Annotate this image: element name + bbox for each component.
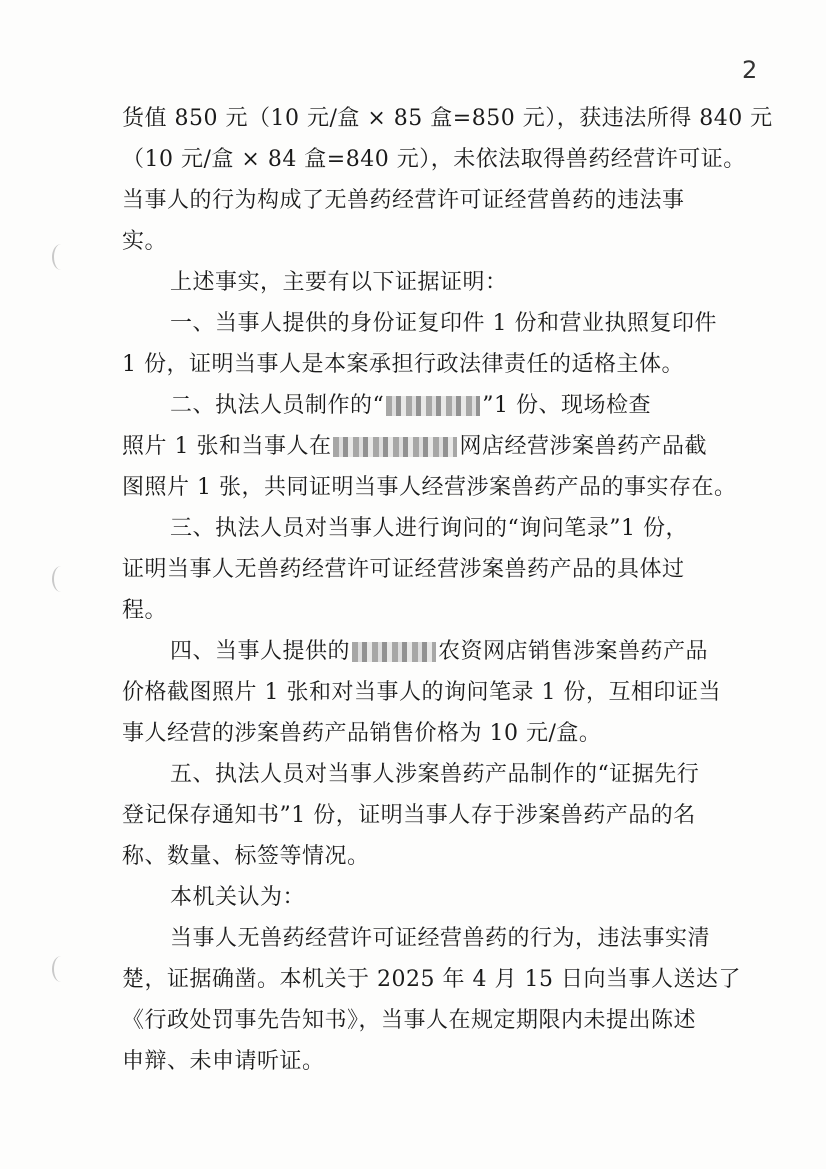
text-segment: 照片 1 张和当事人在	[122, 434, 332, 459]
punch-hole-mark	[52, 566, 70, 592]
text-line: 三、执法人员对当事人进行询问的“询问笔录”1 份，	[170, 516, 688, 541]
punch-hole-mark	[52, 244, 70, 270]
text-line: 本机关认为：	[170, 885, 306, 910]
redaction-mark	[352, 642, 436, 662]
text-segment: 农资网店销售涉案兽药产品	[438, 639, 709, 664]
punch-hole-mark	[52, 956, 70, 982]
redaction-mark	[386, 396, 480, 416]
text-line: 实。	[122, 229, 168, 254]
text-line: 一、当事人提供的身份证复印件 1 份和营业执照复印件	[170, 311, 717, 336]
text-line: 价格截图照片 1 张和对当事人的询问笔录 1 份，互相印证当	[122, 680, 721, 705]
text-line: 1 份，证明当事人是本案承担行政法律责任的适格主体。	[122, 352, 684, 377]
text-line: 证明当事人无兽药经营许可证经营涉案兽药产品的具体过	[122, 557, 685, 582]
text-line: （10 元/盒 × 84 盒=840 元），未依法取得兽药经营许可证。	[122, 147, 746, 172]
text-line	[170, 391, 651, 421]
text-line: 当事人无兽药经营许可证经营兽药的行为，违法事实清	[170, 926, 711, 951]
page-number: 2	[742, 56, 758, 84]
text-segment: ”1 份、现场检查	[482, 393, 651, 418]
text-line	[170, 637, 708, 667]
text-line: 事人经营的涉案兽药产品销售价格为 10 元/盒。	[122, 721, 602, 746]
text-line: 楚，证据确凿。本机关于 2025 年 4 月 15 日向当事人送达了	[122, 967, 741, 992]
text-line	[122, 432, 707, 462]
text-line: 登记保存通知书”1 份，证明当事人存于涉案兽药产品的名	[122, 803, 696, 828]
text-line: 五、执法人员对当事人涉案兽药产品制作的“证据先行	[170, 762, 700, 787]
text-line: 图照片 1 张，共同证明当事人经营涉案兽药产品的事实存在。	[122, 475, 737, 500]
text-segment: 四、当事人提供的	[170, 639, 351, 664]
text-line: 当事人的行为构成了无兽药经营许可证经营兽药的违法事	[122, 188, 685, 213]
redaction-mark	[333, 437, 457, 457]
text-line: 货值 850 元（10 元/盒 × 85 盒=850 元），获违法所得 840 元	[122, 106, 773, 131]
text-segment: 二、执法人员制作的“	[170, 393, 385, 418]
text-line: 申辩、未申请听证。	[122, 1049, 325, 1074]
text-line: 《行政处罚事先告知书》，当事人在规定期限内未提出陈述	[122, 1008, 697, 1033]
text-line: 称、数量、标签等情况。	[122, 844, 370, 869]
text-line: 程。	[122, 598, 168, 623]
text-segment: 网店经营涉案兽药产品截	[459, 434, 707, 459]
text-line: 上述事实，主要有以下证据证明：	[170, 270, 508, 295]
